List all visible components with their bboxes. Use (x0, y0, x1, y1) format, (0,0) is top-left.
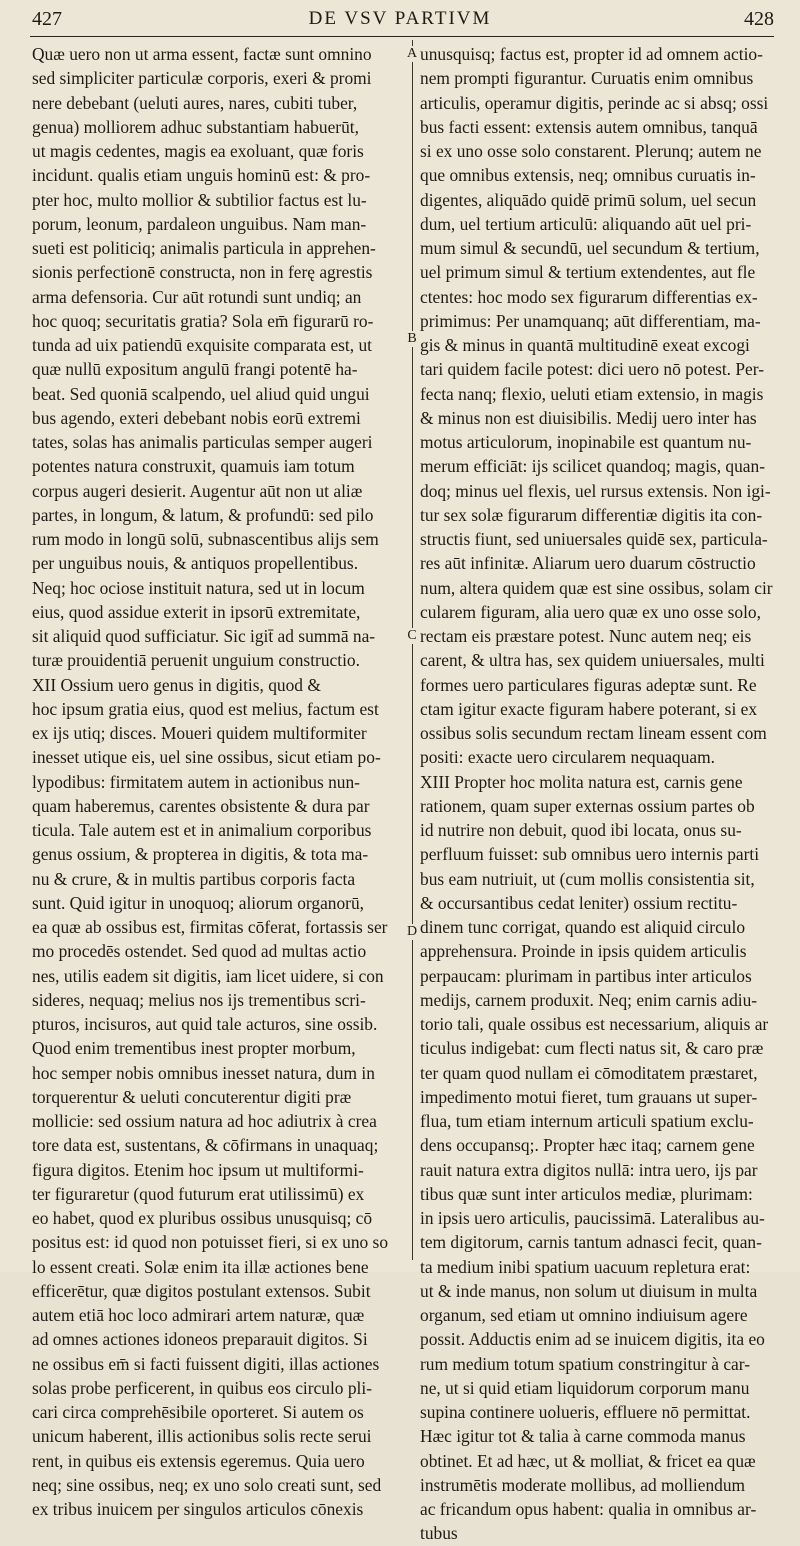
text-line: pter hoc, multo mollior & subtilior factus est lu- (32, 189, 367, 210)
text-line: nem prompti figurantur. Curuatis enim omnibus (420, 68, 754, 89)
text-line: tibus quæ sunt inter articulos mediæ, plurimam: (420, 1183, 753, 1204)
text-line: perfluum fuisset: sub omnibus uero internis parti (420, 844, 760, 865)
text-line: medijs, carnem produxit. Neq; enim carnis adiu- (420, 989, 758, 1010)
text-line: res aūt infinitæ. Aliarum uero duarum cōstructio (420, 553, 756, 574)
text-line: XII Ossium uero genus in digitis, quod & (32, 674, 321, 695)
text-line: dum, uel tertium articulū: aliquando aūt uel pri- (420, 213, 752, 234)
text-line: rum modo in longū solū, subnascentibus alijs sem (32, 529, 379, 549)
text-line: num, altera quidem quæ est sine ossibus, solam cir (420, 577, 773, 598)
text-line: sideres, nequaq; melius nos ijs trementibus scri- (32, 989, 366, 1010)
text-line: inesset utique eis, uel sine ossibus, sicut etiam po- (32, 747, 381, 768)
text-line: rauit natura extra digitos nullā: intra uero, ijs par (420, 1159, 758, 1180)
text-line: in ipsis uero articulis, paucissimā. Lateralibus au- (420, 1208, 765, 1228)
text-line: nu & crure, & in multis partibus corporis facta (32, 868, 356, 889)
text-line: genus ossium, & propterea in digitis, & tota ma- (32, 844, 369, 865)
text-line: Quod enim trementibus inest propter morbum, (32, 1038, 356, 1059)
text-line: ut magis cedentes, magis ea exoluant, quæ foris (32, 141, 364, 161)
text-line: perpaucam: plurimam in partibus inter articulos (420, 965, 752, 986)
column-divider (412, 40, 413, 1260)
text-line: & minus non est diuisibilis. Medij uero inter has (420, 407, 757, 428)
text-line: id nutrire non debuit, quod ibi locata, onus su- (420, 820, 742, 840)
text-line: solas probe perficerent, in quibus eos circulo pli- (32, 1377, 372, 1398)
text-line: ad omnes actiones idoneos preparauit digitos. Si (32, 1329, 368, 1350)
text-line: merum efficiāt: ijs scilicet quandoq; magis, quan- (420, 456, 765, 477)
text-line: tem digitorum, carnis tantum adnasci fecit, quan- (420, 1232, 762, 1253)
text-line: motus articulorum, inopinabile est quantum nu- (420, 432, 752, 452)
text-line: quæ nullū expositum angulū frangi potentē ha- (32, 359, 358, 380)
text-line: ea quæ ab ossibus est, firmitas cōferat, fortassis ser (32, 917, 388, 937)
text-line: per unguibus nouis, & antiquos propellentibus. (32, 553, 359, 574)
text-line: mum simul & secundū, uel secundum & tertium, (420, 238, 760, 258)
text-line: dinem tunc corrigat, quando est aliquid circulo (420, 917, 746, 937)
text-line: ctentes: hoc modo sex figurarum differentias ex- (420, 286, 758, 307)
text-line: possit. Adductis enim ad se inuicem digitis, ita eo (420, 1329, 765, 1350)
text-line: mollicie: sed ossium natura ad hoc adiutrix à crea (32, 1111, 377, 1131)
text-line: nes, utilis eadem sit digitis, iam licet uidere, si con (32, 965, 384, 986)
text-line: arma defensoria. Cur aūt rotundi sunt undiq; an (32, 286, 362, 307)
text-line: unusquisq; factus est, propter id ad omnem actio- (420, 44, 763, 64)
text-line: ossibus solis secundum rectam lineam essent com (420, 723, 767, 743)
text-line: articulis, operamur digitis, perinde ac si absq; ossi (420, 92, 769, 113)
text-line: sueti est politiciq; animalis particula in apprehen- (32, 238, 376, 258)
text-line: bus eam nutriuit, ut (cum mollis consistentia sit, (420, 868, 755, 889)
text-line: cularem figuram, alia uero quæ ex uno osse solo, (420, 601, 761, 622)
text-line: hoc quoq; securitatis gratia? Sola em̄ figurarū ro- (32, 310, 374, 331)
text-line: tore data est, sustentans, & cōfirmans in unaquaq; (32, 1135, 379, 1156)
text-line: & occursantibus cedat leniter) ossium rectitu- (420, 892, 738, 913)
text-line: carent, & ultra has, sex quidem uniuersales, multi (420, 650, 765, 671)
text-line: tubus (420, 1523, 458, 1544)
text-line: fecta nanq; flexio, ueluti etiam extensio, in magis (420, 383, 764, 404)
text-line: ticulus indigebat: cum flecti natus sit, & caro præ (420, 1038, 764, 1059)
text-line: primimus: Per unamquanq; aūt differentiam, ma- (420, 310, 761, 331)
text-line: mo procedēs ostendet. Sed quod ad multas actio (32, 941, 367, 962)
text-line: tunda ad uix patiendū exquisite comparata est, ut (32, 335, 372, 355)
text-line: cari circa comprehēsibile oporteret. Si autem os (32, 1402, 364, 1422)
text-line: apprehensura. Proinde in ipsis quidem articulis (420, 941, 747, 962)
text-line: rectam eis præstare potest. Nunc autem neq; eis (420, 626, 752, 646)
text-line: ne ossibus em̄ si facti fuissent digiti, illas actiones (32, 1353, 380, 1374)
text-line: ter figuraretur (quod futurum erat utilissimū) ex (32, 1183, 365, 1204)
text-line: dens occupansq;. Propter hæc itaq; carnem gene (420, 1135, 755, 1156)
text-line: autem etiā hoc loco admirari artem naturæ, quæ (32, 1305, 365, 1325)
text-line: formes uero particulares figuras adeptæ sunt. Re (420, 674, 757, 695)
text-line: ter quam quod nullam ei cōmoditatem præstaret, (420, 1062, 758, 1083)
text-line: Hæc igitur tot & talia à carne commoda manus (420, 1426, 746, 1447)
text-line: ac fricandum opus habent: qualia in omnibus ar- (420, 1499, 757, 1519)
text-line: Neq; hoc ociose instituit natura, sed ut in locum (32, 577, 365, 598)
text-line: XIII Propter hoc molita natura est, carnis gene (420, 771, 743, 792)
text-line: beat. Sed quoniā scalpendo, uel aliud quid ungui (32, 383, 370, 404)
text-line: positi: exacte uero circularem nequaquam. (420, 747, 716, 768)
text-line: ex ijs utiq; disces. Moueri quidem multiformiter (32, 723, 367, 743)
text-line: ne, ut si quid etiam liquidorum corporum manu (420, 1377, 750, 1398)
text-line: si ex uno osse solo constarent. Plerunq; autem ne (420, 141, 762, 161)
text-line: potentes natura construxit, quamuis iam totum (32, 456, 355, 477)
running-title: DE VSV PARTIVM (308, 8, 492, 29)
text-line: porum, leonum, pardaleon unguibus. Nam man- (32, 213, 367, 234)
text-line: eo habet, quod ex pluribus ossibus unusquisq; cō (32, 1208, 373, 1228)
text-line: ut & inde manus, non solum ut diuisum in multa (420, 1280, 758, 1301)
text-line: turæ prouidentiā peruenit unguium constructio. (32, 650, 360, 671)
text-line: sed simpliciter particulæ corporis, exeri & promi (32, 68, 372, 89)
text-line: hoc ipsum gratia eius, quod est melius, factum est (32, 698, 379, 719)
text-line: rum medium totum spatium constringitur à car- (420, 1353, 751, 1374)
text-line: incidunt. qualis etiam unguis hominū est: & pro- (32, 165, 371, 186)
text-line: organum, sed etiam ut omnino indiuisum agere (420, 1305, 748, 1325)
text-line: torio tali, quale ossibus est necessarium, aliquis ar (420, 1014, 769, 1034)
text-line: lo essent creati. Solæ enim ita illæ actiones bene (32, 1256, 369, 1277)
text-line: nere debebant (ueluti aures, nares, cubiti tuber, (32, 92, 358, 113)
text-line: unicum haberent, illis actionibus solis recte serui (32, 1426, 372, 1447)
text-line: quam haberemus, carentes obsistente & dura par (32, 795, 370, 816)
text-line: pturos, incisuros, aut quid tale acturos, sine ossib. (32, 1014, 378, 1034)
text-line: lypodibus: firmitatem autem in actionibus nun- (32, 771, 360, 792)
text-line: sunt. Quid igitur in unoquoq; aliorum organorū, (32, 892, 365, 913)
text-line: corpus augeri desierit. Augentur aūt non ut aliæ (32, 480, 363, 501)
text-line: sit aliquid quod sufficiatur. Sic igit̄ ad summā na- (32, 626, 376, 646)
text-line: impedimento motui fieret, tum grauans ut super- (420, 1086, 758, 1107)
text-line: partes, in longum, & latum, & profundū: sed pilo (32, 504, 374, 525)
text-line: sionis perfectionē constructa, non in ferę agrestis (32, 262, 373, 283)
text-line: efficerētur, quæ digitos postulant extensos. Subit (32, 1280, 371, 1301)
text-line: supina continere uolueris, effluere nō permittat. (420, 1402, 751, 1422)
text-line: gis & minus in quantā multitudinē exeat excogi (420, 335, 750, 355)
text-line: ta medium inibi spatium uacuum repletura erat: (420, 1256, 751, 1277)
text-line: eius, quod assidue exterit in ipsorū extremitate, (32, 601, 361, 622)
header-rule (30, 36, 774, 37)
text-line: ex tribus inuicem per singulos articulos cōnexis (32, 1499, 364, 1519)
page-number-left: 427 (32, 8, 62, 30)
text-line: bus facti essent: extensis autem omnibus, tanquā (420, 116, 758, 137)
text-line: tari quidem facile potest: dici uero nō potest. Per- (420, 359, 764, 380)
text-line: figura digitos. Etenim hoc ipsum ut multiformi- (32, 1159, 364, 1180)
text-line: digentes, aliquādo quidē primū solum, uel secun (420, 189, 757, 210)
section-marker-d: D (406, 924, 418, 939)
section-marker-b: B (405, 331, 419, 347)
text-line: rationem, quam super externas ossium partes ob (420, 795, 755, 816)
text-line: doq; minus uel flexis, uel rursus extensis. Non igi- (420, 480, 771, 501)
text-line: positus est: id quod non potuisset fieri, si ex uno so (32, 1232, 389, 1253)
text-line: hoc semper nobis omnibus inesset natura, dum in (32, 1062, 375, 1083)
section-marker-c: C (405, 628, 419, 644)
text-line: torquerentur & ueluti concuterentur digiti præ (32, 1086, 352, 1107)
text-line: uel primum simul & tertium extendentes, aut fle (420, 262, 756, 283)
text-line: bus agendo, exteri debebant nobis eorū extremi (32, 407, 361, 428)
text-line: ctam igitur exacte figuram habere poterant, si ex (420, 698, 758, 719)
text-line: que omnibus extensis, neq; omnibus curuatis in- (420, 165, 756, 186)
running-header (0, 2, 800, 38)
text-line: obtinet. Et ad hæc, ut & molliat, & fricet ea quæ (420, 1450, 756, 1471)
text-line: rent, in quibus eis extensis egeremus. Quia uero (32, 1450, 365, 1471)
section-marker-a: A (406, 46, 418, 61)
text-line: genua) molliorem adhuc substantiam habuerūt, (32, 116, 359, 137)
right-text-column (420, 42, 780, 1546)
text-line: Quæ uero non ut arma essent, factæ sunt omnino (32, 44, 372, 64)
text-line: tur sex solæ figurarum differentiæ digitis ita con- (420, 504, 763, 525)
left-text-column (32, 42, 404, 1521)
text-line: structis fiunt, sed uniuersales quidē sex, particula- (420, 529, 768, 549)
text-line: flua, tum etiam internum articuli spatium exclu- (420, 1111, 754, 1131)
text-line: instrumētis moderate mollibus, ad molliendum (420, 1474, 746, 1495)
text-line: ticula. Tale autem est et in animalium corporibus (32, 820, 372, 840)
text-line: tates, solas has animalis particulas semper augeri (32, 432, 373, 452)
text-line: neq; sine ossibus, neq; ex uno solo creati sunt, sed (32, 1474, 382, 1495)
page-number-right: 428 (744, 8, 774, 30)
